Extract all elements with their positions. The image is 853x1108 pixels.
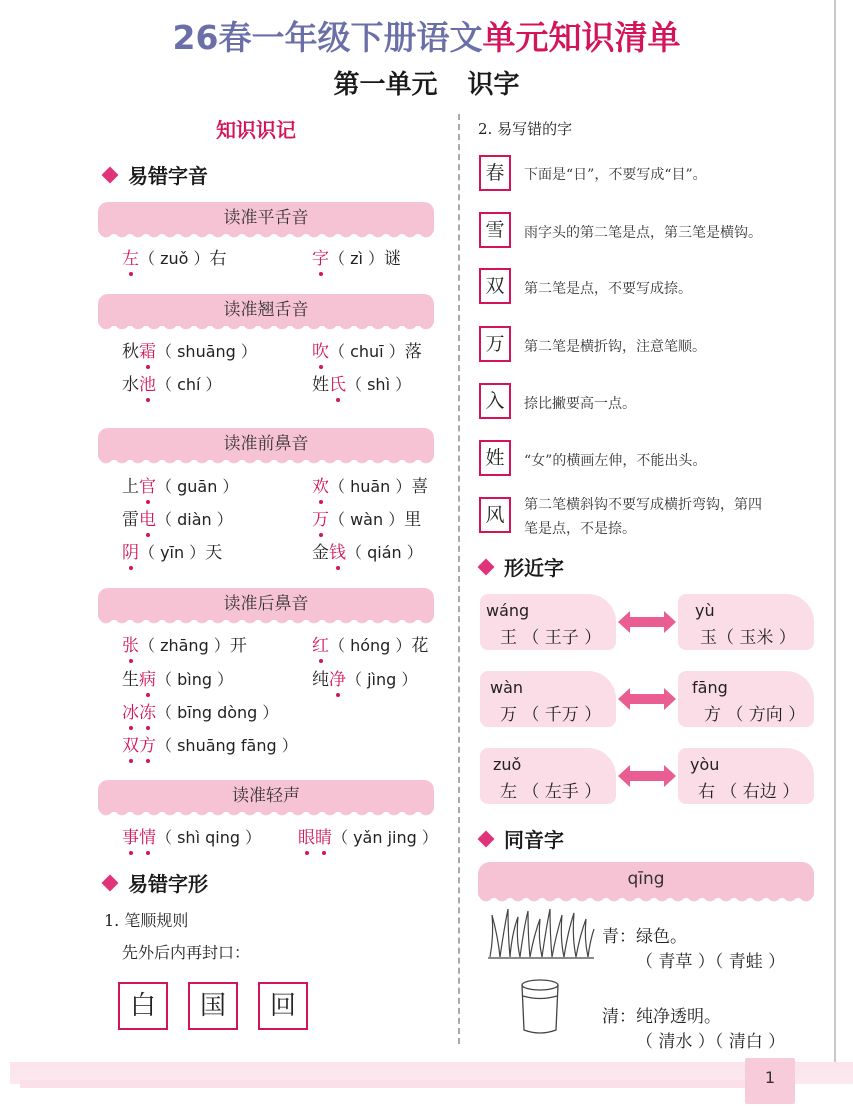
pron-item: 生病（ bìng ）: [122, 665, 233, 690]
similar-pinyin: fāng: [692, 678, 728, 697]
similar-pinyin: wàn: [490, 678, 524, 697]
homophone-words: （ 清水 ）（ 清白 ）: [636, 1032, 786, 1052]
pron-item: 姓氏（ shì ）: [312, 370, 411, 395]
section-title: 知识识记: [216, 118, 296, 142]
band-light-tone: 读准轻声: [98, 780, 434, 812]
miswrite-char: 万: [479, 326, 511, 362]
title-part1: 26春一年级下册语文: [172, 18, 483, 57]
miswrite-char: 风: [479, 497, 511, 533]
miswrite-title: 2. 易写错的字: [478, 120, 573, 138]
heading-similar: [480, 552, 564, 581]
pron-item: 水池（ chí ）: [122, 370, 222, 395]
page-bottom-shadow: [20, 1080, 760, 1088]
diamond-icon: [478, 831, 495, 848]
similar-pinyin: zuǒ: [493, 755, 522, 774]
pron-item: 纯净（ jìng ）: [312, 665, 417, 690]
pron-item: 上官（ guān ）: [122, 472, 238, 497]
water-glass-icon: [518, 978, 562, 1036]
similar-pinyin: wáng: [486, 601, 530, 620]
diamond-icon: [102, 875, 119, 892]
miswrite-char: 雪: [479, 212, 511, 248]
target-char: 左: [122, 244, 139, 269]
pron-item: 冰冻（ bīng dòng ）: [122, 698, 278, 723]
similar-word: 万 （ 千万 ）: [500, 705, 602, 725]
unit-label: 第一单元: [333, 70, 438, 100]
title-part2: 单元知识清单: [482, 18, 681, 57]
grass-icon: [486, 905, 596, 961]
band-curled-tongue: 读准翘舌音: [98, 294, 434, 326]
similar-pinyin: yòu: [690, 755, 720, 774]
homophone-line: 青：绿色。: [602, 927, 687, 947]
pron-item: 欢（ huān ）喜: [312, 472, 428, 497]
column-divider: [458, 114, 460, 1044]
pron-item: 阴（ yīn ）天: [122, 538, 222, 563]
miswrite-note: “女”的横画左伸，不能出头。: [524, 453, 707, 469]
miswrite-note: 下面是“日”，不要写成“目”。: [524, 167, 707, 183]
stroke-char: 国: [188, 982, 238, 1030]
miswrite-note: 雨字头的第二笔是点，第三笔是横钩。: [524, 225, 762, 241]
unit-subtitle: [0, 64, 853, 101]
similar-word: 王 （ 王子 ）: [500, 628, 602, 648]
heading-shape-label: 易错字形: [128, 872, 208, 896]
miswrite-char: 春: [479, 155, 511, 191]
pron-item: 左（ zuǒ ）右: [122, 244, 227, 269]
pron-item: 雷电（ diàn ）: [122, 505, 233, 530]
pron-item: 双方（ shuāng fāng ）: [122, 731, 298, 756]
heading-pronunciation: [104, 160, 208, 189]
unit-topic: 识字: [467, 70, 520, 100]
double-arrow-icon: [618, 688, 676, 710]
heading-homophone: [480, 824, 564, 853]
stroke-rule-text: 先外后内再封口：: [122, 943, 251, 962]
similar-pinyin: yù: [695, 601, 715, 620]
heading-homophone-label: 同音字: [504, 828, 564, 852]
miswrite-note: 捺比撇要高一点。: [524, 396, 636, 412]
pron-item: 张（ zhāng ）开: [122, 631, 247, 656]
pron-item: 吹（ chuī ）落: [312, 337, 422, 362]
pron-item: 红（ hóng ）花: [312, 631, 428, 656]
miswrite-char: 姓: [479, 440, 511, 476]
diamond-icon: [102, 167, 119, 184]
pron-item: 秋霜（ shuāng ）: [122, 337, 257, 362]
pron-item: 字（ zì ）谜: [312, 244, 401, 269]
homophone-line: 清：纯净透明。: [602, 1007, 721, 1027]
double-arrow-icon: [618, 611, 676, 633]
diamond-icon: [478, 559, 495, 576]
target-char: 字: [312, 244, 329, 269]
pron-item: 眼睛（ yǎn jing ）: [298, 823, 438, 848]
pron-item: 金钱（ qián ）: [312, 538, 423, 563]
heading-shape: [104, 868, 208, 897]
miswrite-note: 笔是点，不是捺。: [524, 521, 636, 537]
similar-word: 左 （ 左手 ）: [500, 782, 602, 802]
band-back-nasal: 读准后鼻音: [98, 588, 434, 620]
heading-pronunciation-label: 易错字音: [128, 164, 208, 188]
pron-item: 事情（ shì qing ）: [122, 823, 261, 848]
similar-word: 右 （ 右边 ）: [698, 782, 800, 802]
band-flat-tongue: 读准平舌音: [98, 202, 434, 234]
miswrite-char: 入: [479, 383, 511, 419]
heading-similar-label: 形近字: [504, 556, 564, 580]
miswrite-char: 双: [479, 268, 511, 304]
pron-item: 万（ wàn ）里: [312, 505, 421, 530]
stroke-char: 回: [258, 982, 308, 1030]
miswrite-note: 第二笔横斜钩不要写成横折弯钩，第四: [524, 497, 762, 513]
double-arrow-icon: [618, 765, 676, 787]
page-number: 1: [764, 1068, 776, 1087]
miswrite-note: 第二笔是横折钩，注意笔顺。: [524, 339, 706, 355]
stroke-char: 白: [118, 982, 168, 1030]
homophone-words: （ 青草 ）（ 青蛙 ）: [636, 952, 786, 972]
miswrite-note: 第二笔是点，不要写成捺。: [524, 281, 692, 297]
similar-word: 玉（ 玉米 ）: [700, 628, 796, 648]
stroke-rule-title: 1. 笔顺规则: [104, 911, 189, 930]
band-front-nasal: 读准前鼻音: [98, 428, 434, 460]
homophone-pinyin-band: qīng: [478, 862, 814, 898]
similar-word: 方 （ 方向 ）: [704, 705, 806, 725]
page-title: [0, 12, 853, 59]
